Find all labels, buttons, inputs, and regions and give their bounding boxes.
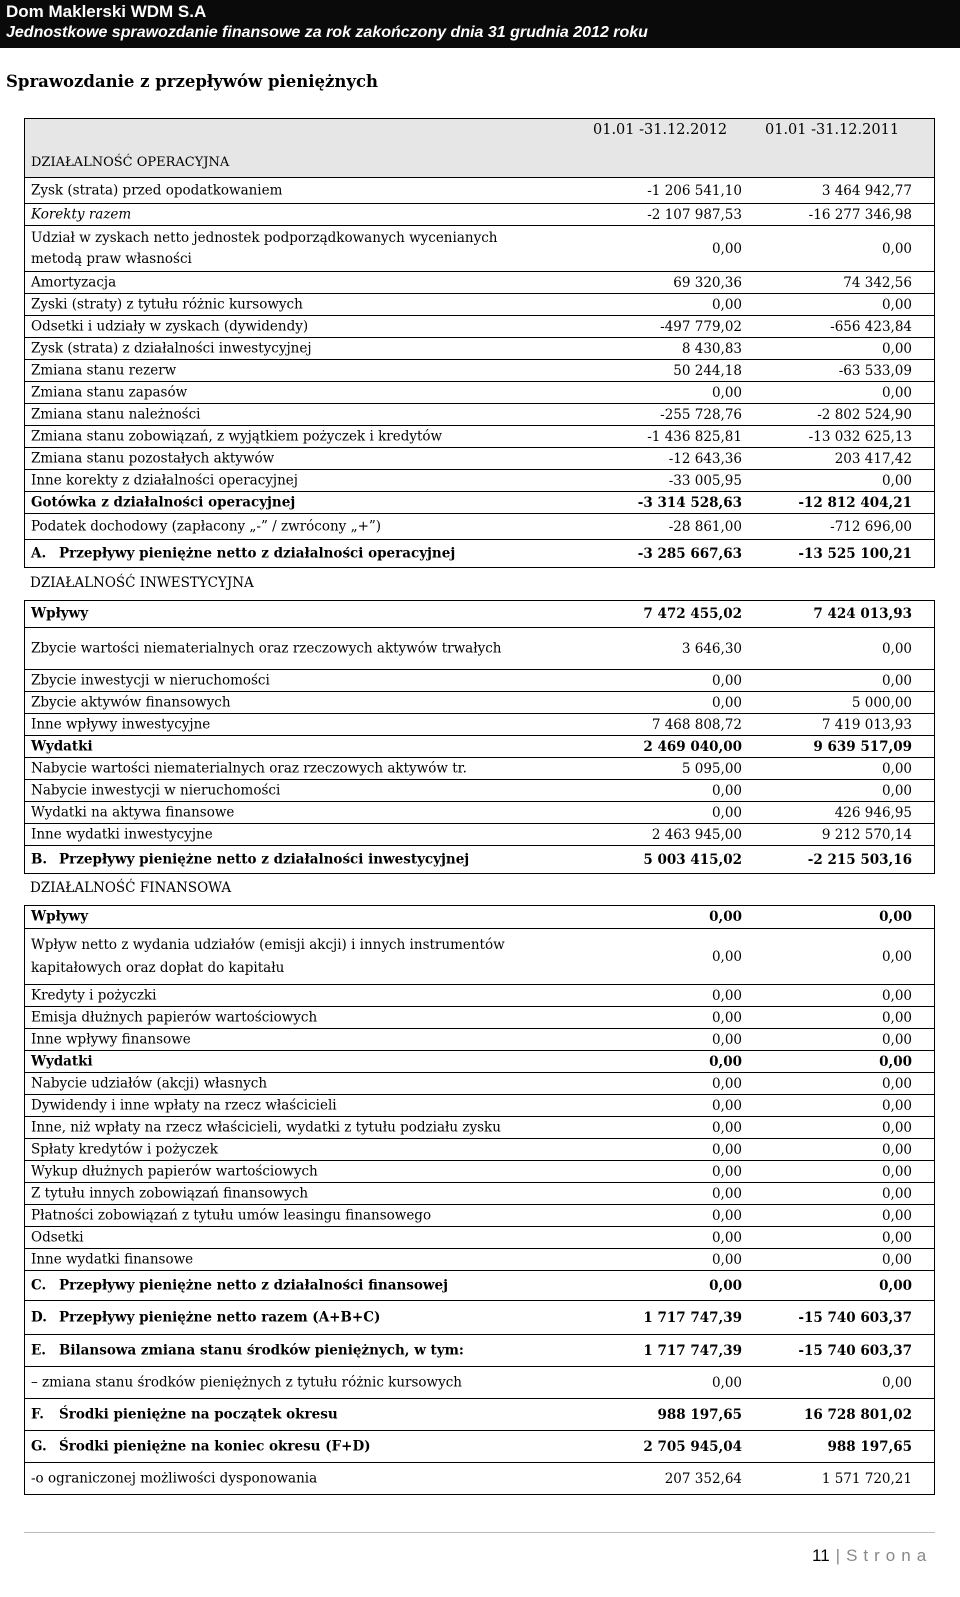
value-2012: -12 643,36 (668, 450, 742, 467)
row-label: Kredyty i pożyczki (31, 987, 157, 1003)
row-letter: F. (31, 1406, 44, 1422)
table-row (24, 1007, 935, 1029)
row-label: Zysk (strata) z działalności inwestycyjnej (31, 340, 312, 356)
value-2011: 0,00 (879, 1277, 912, 1294)
value-2011: 0,00 (881, 672, 912, 689)
value-2011: -15 740 603,37 (798, 1309, 912, 1326)
table-row (24, 1227, 935, 1249)
total-row-investing (24, 846, 935, 874)
table-row (24, 692, 935, 714)
table-row (24, 492, 935, 514)
total-row-financing (24, 1271, 935, 1301)
row-label: Zysk (strata) przed opodatkowaniem (31, 182, 283, 198)
value-2012: 2 463 945,00 (651, 826, 742, 843)
value-2012: 0,00 (711, 987, 742, 1004)
value-2011: 0,00 (881, 472, 912, 489)
value-2011: -16 277 346,98 (808, 206, 912, 223)
row-label: Zmiana stanu zapasów (31, 384, 188, 400)
summary-row-e (24, 1335, 935, 1367)
table-row (24, 714, 935, 736)
value-2011: 16 728 801,02 (803, 1406, 912, 1423)
value-2011: 0,00 (881, 782, 912, 799)
table-row (24, 1139, 935, 1161)
period-previous: 01.01 -31.12.2011 (765, 122, 900, 138)
value-2011: 0,00 (881, 987, 912, 1004)
row-label: Z tytułu innych zobowiązań finansowych (31, 1185, 309, 1201)
page-number-footer (812, 1546, 932, 1566)
page-word: Strona (846, 1546, 933, 1565)
value-2012: 0,00 (711, 384, 742, 401)
section-heading-financing: DZIAŁALNOŚĆ FINANSOWA (30, 880, 232, 896)
value-2011: 0,00 (881, 1031, 912, 1048)
value-2012: -497 779,02 (660, 318, 742, 335)
value-2011: -13 032 625,13 (808, 428, 912, 445)
row-label: Odsetki (31, 1229, 84, 1245)
value-2012: 0,00 (711, 948, 742, 965)
value-2012: 8 430,83 (681, 340, 742, 357)
row-label (31, 1340, 591, 1361)
value-2012: 1 717 747,39 (643, 1342, 742, 1359)
table-row (24, 780, 935, 802)
table-row (24, 824, 935, 846)
total-label: Przepływy pieniężne netto z działalności inwestycyjnej (59, 851, 470, 867)
summary-label: Bilansowa zmiana stanu środków pieniężnych, w tym: (59, 1342, 464, 1358)
row-letter: A. (31, 545, 47, 561)
value-2012: 69 320,36 (673, 274, 742, 291)
value-2012: 0,00 (709, 1053, 742, 1070)
value-2011: 74 342,56 (843, 274, 912, 291)
table-row (24, 1161, 935, 1183)
table-row (24, 360, 935, 382)
row-label: Nabycie inwestycji w nieruchomości (31, 782, 281, 798)
summary-row-f (24, 1399, 935, 1431)
table-row (24, 470, 935, 492)
value-2012: 2 705 945,04 (643, 1438, 742, 1455)
value-2012: 0,00 (711, 1031, 742, 1048)
value-2012: 0,00 (711, 1163, 742, 1180)
table-row (24, 1117, 935, 1139)
row-label: Płatności zobowiązań z tytułu umów leasingu finansowego (31, 1207, 432, 1223)
value-2011: 0,00 (881, 1009, 912, 1026)
table-row (24, 905, 935, 929)
value-2011: 0,00 (881, 1229, 912, 1246)
row-label: Korekty razem (31, 206, 132, 222)
row-label: Odsetki i udziały w zyskach (dywidendy) (31, 318, 309, 334)
table-row (24, 1051, 935, 1073)
row-label: Zmiana stanu pozostałych aktywów (31, 450, 275, 466)
value-2011: 0,00 (881, 340, 912, 357)
value-2012: 0,00 (711, 1009, 742, 1026)
summary-row-restricted (24, 1463, 935, 1495)
value-2012: 3 646,30 (681, 640, 742, 657)
value-2012: 207 352,64 (664, 1470, 742, 1487)
value-2012: 988 197,65 (657, 1406, 742, 1423)
value-2012: 0,00 (709, 909, 742, 925)
table-row (24, 985, 935, 1007)
row-label: Dywidendy i inne wpłaty na rzecz właścicieli (31, 1097, 337, 1113)
value-2012: -3 314 528,63 (637, 494, 742, 511)
company-name: Dom Maklerski WDM S.A (6, 2, 207, 21)
value-2012: 5 095,00 (681, 760, 742, 777)
row-label: Zmiana stanu rezerw (31, 362, 177, 378)
table-row (24, 1095, 935, 1117)
value-2011: 5 000,00 (851, 694, 912, 711)
value-2011: -13 525 100,21 (798, 545, 912, 562)
table-row (24, 929, 935, 985)
value-2011: -712 696,00 (830, 518, 912, 535)
value-2011: 0,00 (881, 1097, 912, 1114)
value-2012: 0,00 (711, 240, 742, 257)
value-2011: 0,00 (881, 1207, 912, 1224)
row-letter: D. (31, 1309, 47, 1325)
row-label: Wydatki (31, 738, 93, 754)
value-2012: 0,00 (711, 1374, 742, 1391)
value-2011: 9 639 517,09 (813, 738, 912, 755)
table-row (24, 1029, 935, 1051)
value-2012: -3 285 667,63 (637, 545, 742, 562)
value-2012: 0,00 (711, 782, 742, 799)
value-2012: 2 469 040,00 (643, 738, 742, 755)
table-row (24, 272, 935, 294)
value-2011: 0,00 (881, 240, 912, 257)
value-2012: 7 472 455,02 (643, 606, 742, 622)
value-2011: 0,00 (881, 296, 912, 313)
table-row (24, 758, 935, 780)
value-2011: 0,00 (881, 1119, 912, 1136)
value-2011: 0,00 (881, 1251, 912, 1268)
value-2012: 0,00 (711, 1251, 742, 1268)
value-2012: 0,00 (711, 1075, 742, 1092)
value-2012: 0,00 (711, 804, 742, 821)
value-2012: -2 107 987,53 (647, 206, 742, 223)
value-2012: 0,00 (711, 296, 742, 313)
total-label: Przepływy pieniężne netto z działalności finansowej (59, 1277, 448, 1293)
table-row (24, 1249, 935, 1271)
row-letter: B. (31, 851, 48, 867)
total-row-operating (24, 540, 935, 568)
summary-label: Środki pieniężne na koniec okresu (F+D) (59, 1438, 371, 1454)
value-2011: -2 802 524,90 (817, 406, 912, 423)
value-2012: -255 728,76 (660, 406, 742, 423)
row-label: Wydatki (31, 1053, 93, 1069)
row-label: Zyski (straty) z tytułu różnic kursowych (31, 296, 303, 312)
table-row (24, 628, 935, 670)
value-2011: -656 423,84 (830, 318, 912, 335)
row-label (31, 543, 591, 564)
table-row (24, 448, 935, 470)
value-2011: 1 571 720,21 (821, 1470, 912, 1487)
value-2011: 426 946,95 (834, 804, 912, 821)
row-label: Nabycie udziałów (akcji) własnych (31, 1075, 268, 1091)
table-header (24, 118, 935, 178)
row-label: Amortyzacja (31, 274, 117, 290)
row-label: Inne, niż wpłaty na rzecz właścicieli, wydatki z tytułu podziału zysku (31, 1119, 501, 1135)
value-2011: 0,00 (881, 1185, 912, 1202)
value-2011: 3 464 942,77 (821, 182, 912, 199)
row-label (31, 1275, 591, 1296)
value-2011: -2 215 503,16 (807, 851, 912, 868)
value-2011: 7 419 013,93 (821, 716, 912, 733)
row-label: Inne korekty z działalności operacyjnej (31, 472, 298, 488)
value-2011: 0,00 (881, 760, 912, 777)
value-2012: 0,00 (711, 1229, 742, 1246)
value-2011: 7 424 013,93 (813, 606, 912, 622)
value-2012: 0,00 (711, 1119, 742, 1136)
table-row (24, 670, 935, 692)
row-label: Zmiana stanu zobowiązań, z wyjątkiem pożyczek i kredytów (31, 428, 443, 444)
value-2011: 988 197,65 (827, 1438, 912, 1455)
document-header-banner (0, 0, 960, 48)
footer-divider (24, 1532, 935, 1533)
table-row (24, 426, 935, 448)
row-label: Inne wpływy finansowe (31, 1031, 191, 1047)
value-2011: 0,00 (879, 909, 912, 925)
table-row (24, 600, 935, 628)
row-label: Zbycie wartości niematerialnych oraz rzeczowych aktywów trwałych (31, 640, 502, 656)
value-2011: 0,00 (881, 1075, 912, 1092)
row-label (31, 1404, 591, 1425)
value-2012: 0,00 (711, 1097, 742, 1114)
table-row (24, 382, 935, 404)
summary-row-g (24, 1431, 935, 1463)
row-label: Wpływ netto z wydania udziałów (emisji akcji) i innych instrumentów kapitałowych oraz dopłat do kapitału (31, 936, 505, 976)
summary-label: -o ograniczonej możliwości dysponowania (31, 1470, 318, 1486)
section-heading-operating: DZIAŁALNOŚĆ OPERACYJNA (31, 155, 230, 170)
value-2011: 0,00 (881, 384, 912, 401)
table-row (24, 316, 935, 338)
row-letter: E. (31, 1342, 46, 1358)
footer-separator: | (835, 1546, 841, 1565)
row-label: Zmiana stanu należności (31, 406, 201, 422)
table-row (24, 1183, 935, 1205)
value-2012: 0,00 (711, 1141, 742, 1158)
table-row (24, 514, 935, 540)
value-2011: -15 740 603,37 (798, 1342, 912, 1359)
page-number: 11 (812, 1546, 830, 1565)
value-2012: 7 468 808,72 (651, 716, 742, 733)
section-heading-investing: DZIAŁALNOŚĆ INWESTYCYJNA (30, 575, 254, 591)
summary-label: Przepływy pieniężne netto razem (A+B+C) (59, 1309, 381, 1325)
table-row (24, 226, 935, 272)
table-row (24, 204, 935, 226)
value-2012: 0,00 (711, 672, 742, 689)
row-label: Inne wydatki inwestycyjne (31, 826, 213, 842)
table-row (24, 1205, 935, 1227)
row-label: Udział w zyskach netto jednostek podporządkowanych wycenianych metodą praw własności (31, 229, 498, 267)
table-row (24, 1073, 935, 1095)
row-label: Zbycie inwestycji w nieruchomości (31, 672, 270, 688)
table-row (24, 802, 935, 824)
report-subtitle: Jednostkowe sprawozdanie finansowe za rok zakończony dnia 31 grudnia 2012 roku (6, 24, 648, 41)
total-label: Przepływy pieniężne netto z działalności operacyjnej (59, 545, 456, 561)
summary-row-d (24, 1301, 935, 1335)
value-2011: 0,00 (881, 1141, 912, 1158)
value-2011: 0,00 (881, 640, 912, 657)
period-current: 01.01 -31.12.2012 (593, 122, 728, 138)
row-label: Emisja dłużnych papierów wartościowych (31, 1009, 318, 1025)
value-2012: 1 717 747,39 (643, 1309, 742, 1326)
table-row (24, 178, 935, 204)
row-label (31, 849, 591, 870)
value-2012: 0,00 (711, 1207, 742, 1224)
row-label: Wpływy (31, 908, 89, 925)
row-label: Inne wydatki finansowe (31, 1251, 194, 1267)
value-2012: -1 436 825,81 (647, 428, 742, 445)
value-2011: 0,00 (881, 1374, 912, 1391)
row-label (31, 1436, 591, 1457)
row-letter: G. (31, 1438, 47, 1454)
row-letter: C. (31, 1277, 47, 1293)
value-2011: 0,00 (881, 948, 912, 965)
row-label: Inne wpływy inwestycyjne (31, 716, 211, 732)
value-2011: 0,00 (881, 1163, 912, 1180)
value-2011: 9 212 570,14 (821, 826, 912, 843)
row-label: Wpływy (31, 605, 89, 622)
summary-row-fx (24, 1367, 935, 1399)
value-2012: -1 206 541,10 (647, 182, 742, 199)
row-label (31, 1307, 591, 1328)
value-2012: -28 861,00 (668, 518, 742, 535)
value-2011: -12 812 404,21 (798, 494, 912, 511)
summary-label: Środki pieniężne na początek okresu (59, 1406, 338, 1422)
value-2012: 0,00 (711, 694, 742, 711)
row-label: Spłaty kredytów i pożyczek (31, 1141, 218, 1157)
table-row (24, 338, 935, 360)
row-label: Wydatki na aktywa finansowe (31, 804, 235, 820)
value-2011: -63 533,09 (838, 362, 912, 379)
value-2012: 50 244,18 (673, 362, 742, 379)
row-label: Gotówka z działalności operacyjnej (31, 494, 296, 510)
value-2012: 0,00 (709, 1277, 742, 1294)
table-row (24, 736, 935, 758)
value-2012: 5 003 415,02 (643, 851, 742, 868)
statement-title: Sprawozdanie z przepływów pieniężnych (6, 72, 379, 91)
table-row (24, 294, 935, 316)
row-label: Zbycie aktywów finansowych (31, 694, 231, 710)
row-label: Podatek dochodowy (zapłacony „-” / zwrócony „+”) (31, 518, 382, 534)
value-2012: -33 005,95 (668, 472, 742, 489)
summary-label: – zmiana stanu środków pieniężnych z tytułu różnic kursowych (31, 1374, 462, 1390)
value-2011: 203 417,42 (834, 450, 912, 467)
value-2011: 0,00 (879, 1053, 912, 1070)
value-2012: 0,00 (711, 1185, 742, 1202)
row-label: Nabycie wartości niematerialnych oraz rzeczowych aktywów tr. (31, 760, 467, 776)
table-row (24, 404, 935, 426)
row-label: Wykup dłużnych papierów wartościowych (31, 1163, 318, 1179)
